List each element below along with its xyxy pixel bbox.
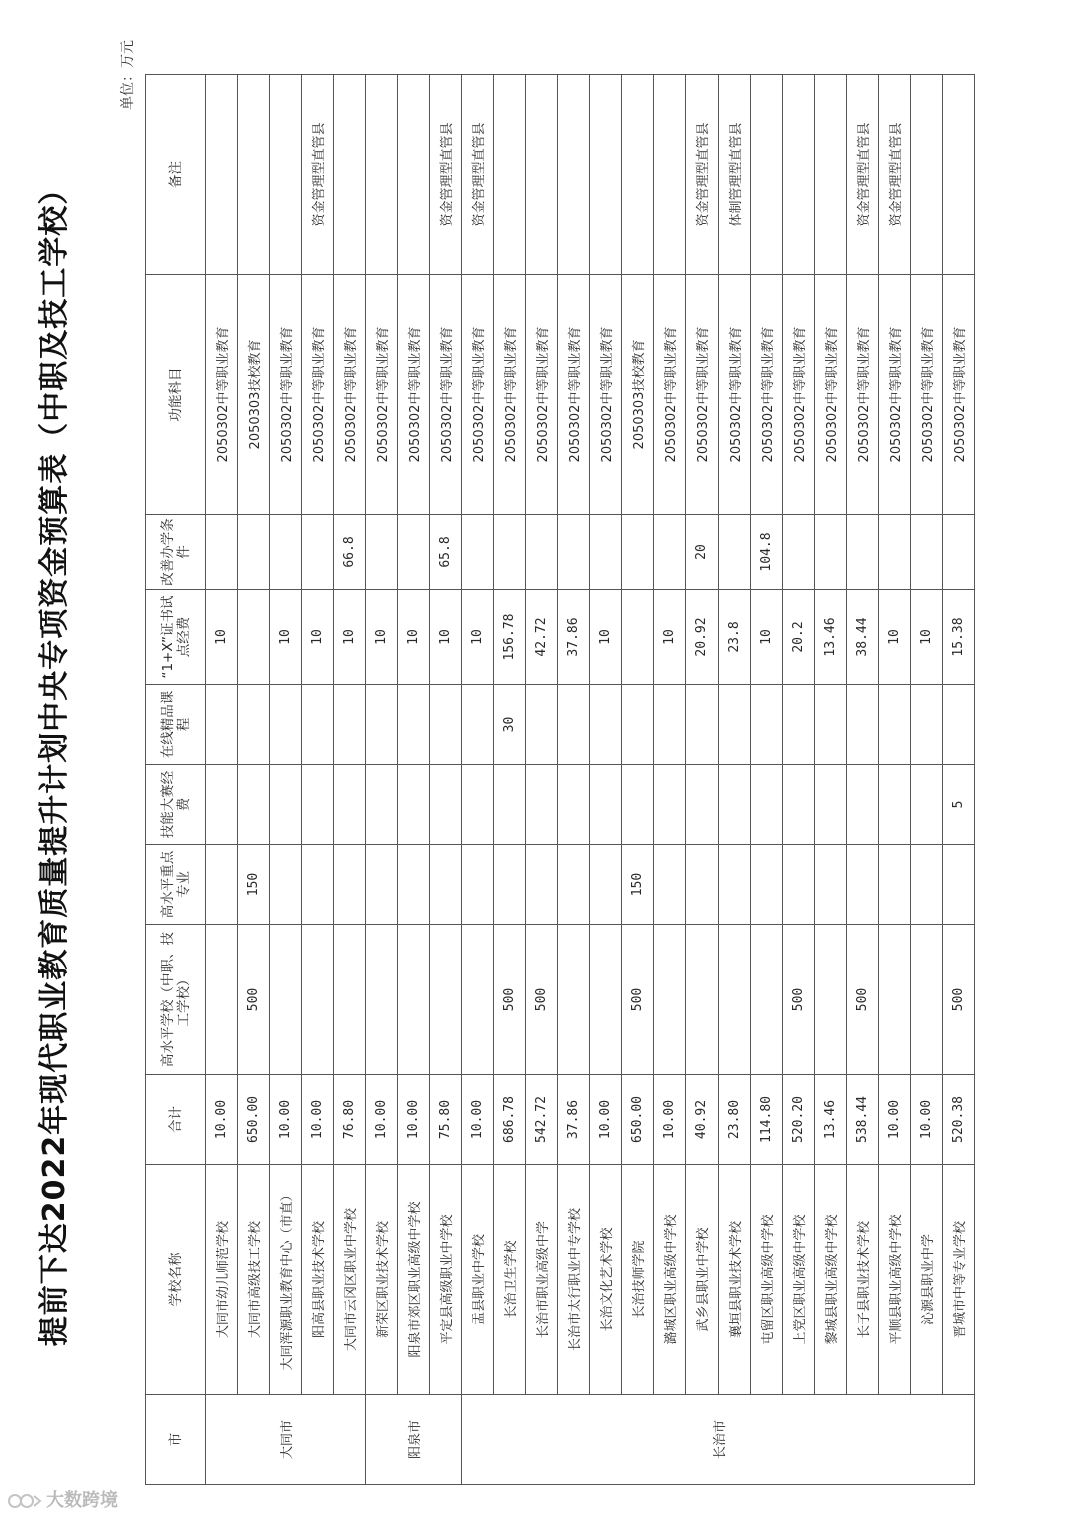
budget-table bbox=[145, 74, 975, 1485]
cert-cell: 10 bbox=[910, 590, 942, 685]
note-cell: 资金管理型直管县 bbox=[846, 75, 878, 275]
key-major-cell bbox=[206, 845, 238, 925]
high-school-cell bbox=[750, 925, 782, 1075]
subject-cell: 2050302中等职业教育 bbox=[654, 275, 686, 515]
key-major-cell bbox=[750, 845, 782, 925]
cert-cell: 10 bbox=[206, 590, 238, 685]
city-cell: 阳泉市 bbox=[366, 1395, 462, 1485]
high-school-cell bbox=[206, 925, 238, 1075]
total-cell: 13.46 bbox=[814, 1075, 846, 1165]
table-row bbox=[270, 75, 302, 1485]
note-cell bbox=[558, 75, 590, 275]
cert-cell: 10 bbox=[398, 590, 430, 685]
improve-cell bbox=[494, 515, 526, 590]
key-major-cell bbox=[814, 845, 846, 925]
online-course-cell bbox=[398, 685, 430, 765]
school-name-cell: 屯留区职业高级中学校 bbox=[750, 1165, 782, 1395]
school-name-cell: 潞城区职业高级中学校 bbox=[654, 1165, 686, 1395]
high-school-cell bbox=[398, 925, 430, 1075]
key-major-cell bbox=[398, 845, 430, 925]
watermark-logo-icon bbox=[8, 1492, 42, 1510]
note-cell bbox=[526, 75, 558, 275]
school-name-cell: 盂县职业中学校 bbox=[462, 1165, 494, 1395]
subject-cell: 2050302中等职业教育 bbox=[590, 275, 622, 515]
header-col-improve: 改善办学条件 bbox=[146, 515, 206, 590]
cert-cell: 10 bbox=[878, 590, 910, 685]
school-name-cell: 平定县高级职业中学校 bbox=[430, 1165, 462, 1395]
total-cell: 520.20 bbox=[782, 1075, 814, 1165]
header-col-total: 合计 bbox=[146, 1075, 206, 1165]
online-course-cell bbox=[430, 685, 462, 765]
note-cell bbox=[206, 75, 238, 275]
improve-cell bbox=[302, 515, 334, 590]
online-course-cell bbox=[462, 685, 494, 765]
improve-cell bbox=[718, 515, 750, 590]
improve-cell bbox=[398, 515, 430, 590]
improve-cell bbox=[526, 515, 558, 590]
high-school-cell bbox=[686, 925, 718, 1075]
improve-cell bbox=[942, 515, 974, 590]
improve-cell bbox=[782, 515, 814, 590]
subject-cell: 2050302中等职业教育 bbox=[366, 275, 398, 515]
cert-cell: 10 bbox=[270, 590, 302, 685]
online-course-cell bbox=[590, 685, 622, 765]
note-cell: 资金管理型直管县 bbox=[462, 75, 494, 275]
subject-cell: 2050302中等职业教育 bbox=[814, 275, 846, 515]
contest-cell bbox=[270, 765, 302, 845]
cert-cell: 42.72 bbox=[526, 590, 558, 685]
high-school-cell: 500 bbox=[238, 925, 270, 1075]
school-name-cell: 阳高县职业技术学校 bbox=[302, 1165, 334, 1395]
header-col-contest: 技能大赛经费 bbox=[146, 765, 206, 845]
table-row bbox=[814, 75, 846, 1485]
total-cell: 114.80 bbox=[750, 1075, 782, 1165]
key-major-cell bbox=[494, 845, 526, 925]
subject-cell: 2050302中等职业教育 bbox=[398, 275, 430, 515]
header-col-city: 市 bbox=[146, 1395, 206, 1485]
cert-cell: 10 bbox=[334, 590, 366, 685]
contest-cell bbox=[494, 765, 526, 845]
school-name-cell: 长治市职业高级中学 bbox=[526, 1165, 558, 1395]
table-row bbox=[942, 75, 974, 1485]
table-row bbox=[750, 75, 782, 1485]
key-major-cell bbox=[718, 845, 750, 925]
note-cell bbox=[334, 75, 366, 275]
note-cell bbox=[494, 75, 526, 275]
table-row bbox=[878, 75, 910, 1485]
online-course-cell bbox=[366, 685, 398, 765]
contest-cell bbox=[750, 765, 782, 845]
subject-cell: 2050302中等职业教育 bbox=[334, 275, 366, 515]
table-row bbox=[494, 75, 526, 1485]
school-name-cell: 武乡县职业中学校 bbox=[686, 1165, 718, 1395]
subject-cell: 2050302中等职业教育 bbox=[302, 275, 334, 515]
contest-cell bbox=[366, 765, 398, 845]
key-major-cell bbox=[942, 845, 974, 925]
table-row bbox=[334, 75, 366, 1485]
subject-cell: 2050302中等职业教育 bbox=[526, 275, 558, 515]
note-cell bbox=[814, 75, 846, 275]
high-school-cell bbox=[558, 925, 590, 1075]
note-cell: 资金管理型直管县 bbox=[430, 75, 462, 275]
cert-cell: 23.8 bbox=[718, 590, 750, 685]
city-cell: 长治市 bbox=[462, 1395, 975, 1485]
high-school-cell: 500 bbox=[622, 925, 654, 1075]
school-name-cell: 襄垣县职业技术学校 bbox=[718, 1165, 750, 1395]
school-name-cell: 长治市太行职业中专学校 bbox=[558, 1165, 590, 1395]
contest-cell bbox=[206, 765, 238, 845]
key-major-cell bbox=[878, 845, 910, 925]
high-school-cell: 500 bbox=[526, 925, 558, 1075]
total-cell: 10.00 bbox=[462, 1075, 494, 1165]
high-school-cell bbox=[302, 925, 334, 1075]
online-course-cell bbox=[686, 685, 718, 765]
total-cell: 10.00 bbox=[654, 1075, 686, 1165]
budget-table-container bbox=[145, 75, 975, 1485]
contest-cell bbox=[430, 765, 462, 845]
online-course-cell bbox=[942, 685, 974, 765]
improve-cell bbox=[590, 515, 622, 590]
high-school-cell bbox=[334, 925, 366, 1075]
cert-cell: 38.44 bbox=[846, 590, 878, 685]
contest-cell bbox=[558, 765, 590, 845]
key-major-cell bbox=[846, 845, 878, 925]
contest-cell bbox=[526, 765, 558, 845]
note-cell bbox=[654, 75, 686, 275]
subject-cell: 2050302中等职业教育 bbox=[782, 275, 814, 515]
total-cell: 75.80 bbox=[430, 1075, 462, 1165]
cert-cell: 10 bbox=[590, 590, 622, 685]
school-name-cell: 长子县职业技术学校 bbox=[846, 1165, 878, 1395]
school-name-cell: 长治文化艺术学校 bbox=[590, 1165, 622, 1395]
note-cell: 资金管理型直管县 bbox=[302, 75, 334, 275]
cert-cell: 10 bbox=[430, 590, 462, 685]
note-cell bbox=[398, 75, 430, 275]
total-cell: 520.38 bbox=[942, 1075, 974, 1165]
improve-cell bbox=[462, 515, 494, 590]
improve-cell: 65.8 bbox=[430, 515, 462, 590]
contest-cell bbox=[718, 765, 750, 845]
key-major-cell bbox=[334, 845, 366, 925]
cert-cell: 15.38 bbox=[942, 590, 974, 685]
note-cell bbox=[270, 75, 302, 275]
high-school-cell bbox=[462, 925, 494, 1075]
online-course-cell bbox=[206, 685, 238, 765]
watermark-text: 大数跨境 bbox=[46, 1490, 118, 1511]
improve-cell bbox=[270, 515, 302, 590]
contest-cell bbox=[238, 765, 270, 845]
contest-cell bbox=[398, 765, 430, 845]
table-row bbox=[654, 75, 686, 1485]
contest-cell bbox=[846, 765, 878, 845]
table-row bbox=[782, 75, 814, 1485]
school-name-cell: 平顺县职业高级中学校 bbox=[878, 1165, 910, 1395]
subject-cell: 2050302中等职业教育 bbox=[270, 275, 302, 515]
key-major-cell bbox=[270, 845, 302, 925]
subject-cell: 2050302中等职业教育 bbox=[942, 275, 974, 515]
online-course-cell bbox=[846, 685, 878, 765]
header-col-note: 备注 bbox=[146, 75, 206, 275]
table-row bbox=[622, 75, 654, 1485]
note-cell bbox=[750, 75, 782, 275]
high-school-cell bbox=[718, 925, 750, 1075]
note-cell bbox=[590, 75, 622, 275]
subject-cell: 2050302中等职业教育 bbox=[718, 275, 750, 515]
school-name-cell: 长治卫生学校 bbox=[494, 1165, 526, 1395]
total-cell: 76.80 bbox=[334, 1075, 366, 1165]
header-col-online-course: 在线精品课程 bbox=[146, 685, 206, 765]
city-cell: 大同市 bbox=[206, 1395, 366, 1485]
table-header-row bbox=[146, 75, 206, 1485]
high-school-cell bbox=[270, 925, 302, 1075]
online-course-cell bbox=[910, 685, 942, 765]
contest-cell bbox=[462, 765, 494, 845]
total-cell: 10.00 bbox=[590, 1075, 622, 1165]
improve-cell bbox=[558, 515, 590, 590]
improve-cell: 66.8 bbox=[334, 515, 366, 590]
total-cell: 40.92 bbox=[686, 1075, 718, 1165]
school-name-cell: 黎城县职业高级中学校 bbox=[814, 1165, 846, 1395]
total-cell: 686.78 bbox=[494, 1075, 526, 1165]
cert-cell: 10 bbox=[462, 590, 494, 685]
note-cell bbox=[910, 75, 942, 275]
subject-cell: 2050302中等职业教育 bbox=[206, 275, 238, 515]
online-course-cell bbox=[238, 685, 270, 765]
cert-cell: 10 bbox=[654, 590, 686, 685]
improve-cell bbox=[622, 515, 654, 590]
online-course-cell bbox=[526, 685, 558, 765]
cert-cell: 37.86 bbox=[558, 590, 590, 685]
online-course-cell bbox=[718, 685, 750, 765]
watermark bbox=[8, 1488, 118, 1514]
high-school-cell: 500 bbox=[782, 925, 814, 1075]
improve-cell bbox=[206, 515, 238, 590]
header-col-school: 学校名称 bbox=[146, 1165, 206, 1395]
table-row bbox=[846, 75, 878, 1485]
online-course-cell bbox=[270, 685, 302, 765]
header-col-subject: 功能科目 bbox=[146, 275, 206, 515]
cert-cell: 10 bbox=[366, 590, 398, 685]
table-row bbox=[526, 75, 558, 1485]
high-school-cell: 500 bbox=[494, 925, 526, 1075]
high-school-cell bbox=[878, 925, 910, 1075]
contest-cell bbox=[590, 765, 622, 845]
improve-cell bbox=[878, 515, 910, 590]
high-school-cell bbox=[366, 925, 398, 1075]
key-major-cell bbox=[462, 845, 494, 925]
total-cell: 10.00 bbox=[302, 1075, 334, 1165]
high-school-cell bbox=[814, 925, 846, 1075]
subject-cell: 2050302中等职业教育 bbox=[878, 275, 910, 515]
header-col-high-school: 高水平学校（中职、技工学校） bbox=[146, 925, 206, 1075]
table-row bbox=[462, 75, 494, 1485]
subject-cell: 2050302中等职业教育 bbox=[494, 275, 526, 515]
header-col-key-major: 高水平重点专业 bbox=[146, 845, 206, 925]
key-major-cell bbox=[782, 845, 814, 925]
note-cell bbox=[622, 75, 654, 275]
online-course-cell bbox=[878, 685, 910, 765]
cert-cell bbox=[622, 590, 654, 685]
school-name-cell: 大同市幼儿师范学校 bbox=[206, 1165, 238, 1395]
online-course-cell bbox=[750, 685, 782, 765]
school-name-cell: 大同浑源职业教育中心（市直） bbox=[270, 1165, 302, 1395]
note-cell bbox=[782, 75, 814, 275]
table-row bbox=[686, 75, 718, 1485]
improve-cell bbox=[814, 515, 846, 590]
subject-cell: 2050303技校教育 bbox=[238, 275, 270, 515]
total-cell: 542.72 bbox=[526, 1075, 558, 1165]
high-school-cell bbox=[590, 925, 622, 1075]
total-cell: 650.00 bbox=[622, 1075, 654, 1165]
online-course-cell bbox=[654, 685, 686, 765]
total-cell: 10.00 bbox=[270, 1075, 302, 1165]
high-school-cell: 500 bbox=[846, 925, 878, 1075]
school-name-cell: 大同市高级技工学校 bbox=[238, 1165, 270, 1395]
table-row bbox=[366, 75, 398, 1485]
key-major-cell bbox=[654, 845, 686, 925]
improve-cell bbox=[910, 515, 942, 590]
key-major-cell bbox=[526, 845, 558, 925]
total-cell: 10.00 bbox=[878, 1075, 910, 1165]
contest-cell bbox=[334, 765, 366, 845]
high-school-cell bbox=[430, 925, 462, 1075]
online-course-cell bbox=[558, 685, 590, 765]
key-major-cell: 150 bbox=[238, 845, 270, 925]
note-cell: 资金管理型直管县 bbox=[878, 75, 910, 275]
subject-cell: 2050303技校教育 bbox=[622, 275, 654, 515]
school-name-cell: 沁源县职业中学 bbox=[910, 1165, 942, 1395]
unit-label: 单位：万元 bbox=[120, 40, 136, 110]
total-cell: 10.00 bbox=[366, 1075, 398, 1165]
total-cell: 10.00 bbox=[910, 1075, 942, 1165]
table-row bbox=[558, 75, 590, 1485]
header-col-cert: “1+X”证书试点经费 bbox=[146, 590, 206, 685]
school-name-cell: 长治技师学院 bbox=[622, 1165, 654, 1395]
table-row bbox=[238, 75, 270, 1485]
cert-cell: 20.92 bbox=[686, 590, 718, 685]
contest-cell bbox=[782, 765, 814, 845]
table-row bbox=[206, 75, 238, 1485]
page-title: 提前下达2022年现代职业教育质量提升计划中央专项资金预算表（中职及技工学校） bbox=[37, 173, 72, 1347]
contest-cell bbox=[910, 765, 942, 845]
improve-cell: 104.8 bbox=[750, 515, 782, 590]
cert-cell: 10 bbox=[302, 590, 334, 685]
key-major-cell bbox=[302, 845, 334, 925]
contest-cell bbox=[302, 765, 334, 845]
table-row bbox=[910, 75, 942, 1485]
cert-cell: 20.2 bbox=[782, 590, 814, 685]
online-course-cell: 30 bbox=[494, 685, 526, 765]
subject-cell: 2050302中等职业教育 bbox=[686, 275, 718, 515]
contest-cell bbox=[686, 765, 718, 845]
subject-cell: 2050302中等职业教育 bbox=[430, 275, 462, 515]
cert-cell: 156.78 bbox=[494, 590, 526, 685]
contest-cell bbox=[878, 765, 910, 845]
table-row bbox=[718, 75, 750, 1485]
total-cell: 37.86 bbox=[558, 1075, 590, 1165]
total-cell: 650.00 bbox=[238, 1075, 270, 1165]
table-row bbox=[430, 75, 462, 1485]
high-school-cell: 500 bbox=[942, 925, 974, 1075]
total-cell: 10.00 bbox=[206, 1075, 238, 1165]
key-major-cell bbox=[590, 845, 622, 925]
improve-cell bbox=[654, 515, 686, 590]
key-major-cell bbox=[430, 845, 462, 925]
improve-cell bbox=[846, 515, 878, 590]
key-major-cell bbox=[558, 845, 590, 925]
improve-cell bbox=[238, 515, 270, 590]
note-cell bbox=[238, 75, 270, 275]
improve-cell bbox=[366, 515, 398, 590]
note-cell bbox=[942, 75, 974, 275]
school-name-cell: 新荣区职业技术学校 bbox=[366, 1165, 398, 1395]
subject-cell: 2050302中等职业教育 bbox=[846, 275, 878, 515]
improve-cell: 20 bbox=[686, 515, 718, 590]
online-course-cell bbox=[302, 685, 334, 765]
contest-cell bbox=[814, 765, 846, 845]
contest-cell bbox=[622, 765, 654, 845]
high-school-cell bbox=[910, 925, 942, 1075]
school-name-cell: 上党区职业高级中学校 bbox=[782, 1165, 814, 1395]
school-name-cell: 大同市云冈区职业中学校 bbox=[334, 1165, 366, 1395]
note-cell: 资金管理型直管县 bbox=[686, 75, 718, 275]
subject-cell: 2050302中等职业教育 bbox=[558, 275, 590, 515]
online-course-cell bbox=[814, 685, 846, 765]
high-school-cell bbox=[654, 925, 686, 1075]
subject-cell: 2050302中等职业教育 bbox=[750, 275, 782, 515]
online-course-cell bbox=[782, 685, 814, 765]
school-name-cell: 晋城市中等专业学校 bbox=[942, 1165, 974, 1395]
table-row bbox=[398, 75, 430, 1485]
table-row bbox=[590, 75, 622, 1485]
total-cell: 23.80 bbox=[718, 1075, 750, 1165]
school-name-cell: 阳泉市郊区职业高级中学校 bbox=[398, 1165, 430, 1395]
online-course-cell bbox=[622, 685, 654, 765]
cert-cell bbox=[238, 590, 270, 685]
online-course-cell bbox=[334, 685, 366, 765]
contest-cell: 5 bbox=[942, 765, 974, 845]
note-cell: 体制管理型直管县 bbox=[718, 75, 750, 275]
key-major-cell bbox=[910, 845, 942, 925]
cert-cell: 13.46 bbox=[814, 590, 846, 685]
subject-cell: 2050302中等职业教育 bbox=[462, 275, 494, 515]
table-row bbox=[302, 75, 334, 1485]
subject-cell: 2050302中等职业教育 bbox=[910, 275, 942, 515]
note-cell bbox=[366, 75, 398, 275]
key-major-cell bbox=[366, 845, 398, 925]
key-major-cell bbox=[686, 845, 718, 925]
key-major-cell: 150 bbox=[622, 845, 654, 925]
total-cell: 538.44 bbox=[846, 1075, 878, 1165]
cert-cell: 10 bbox=[750, 590, 782, 685]
total-cell: 10.00 bbox=[398, 1075, 430, 1165]
contest-cell bbox=[654, 765, 686, 845]
